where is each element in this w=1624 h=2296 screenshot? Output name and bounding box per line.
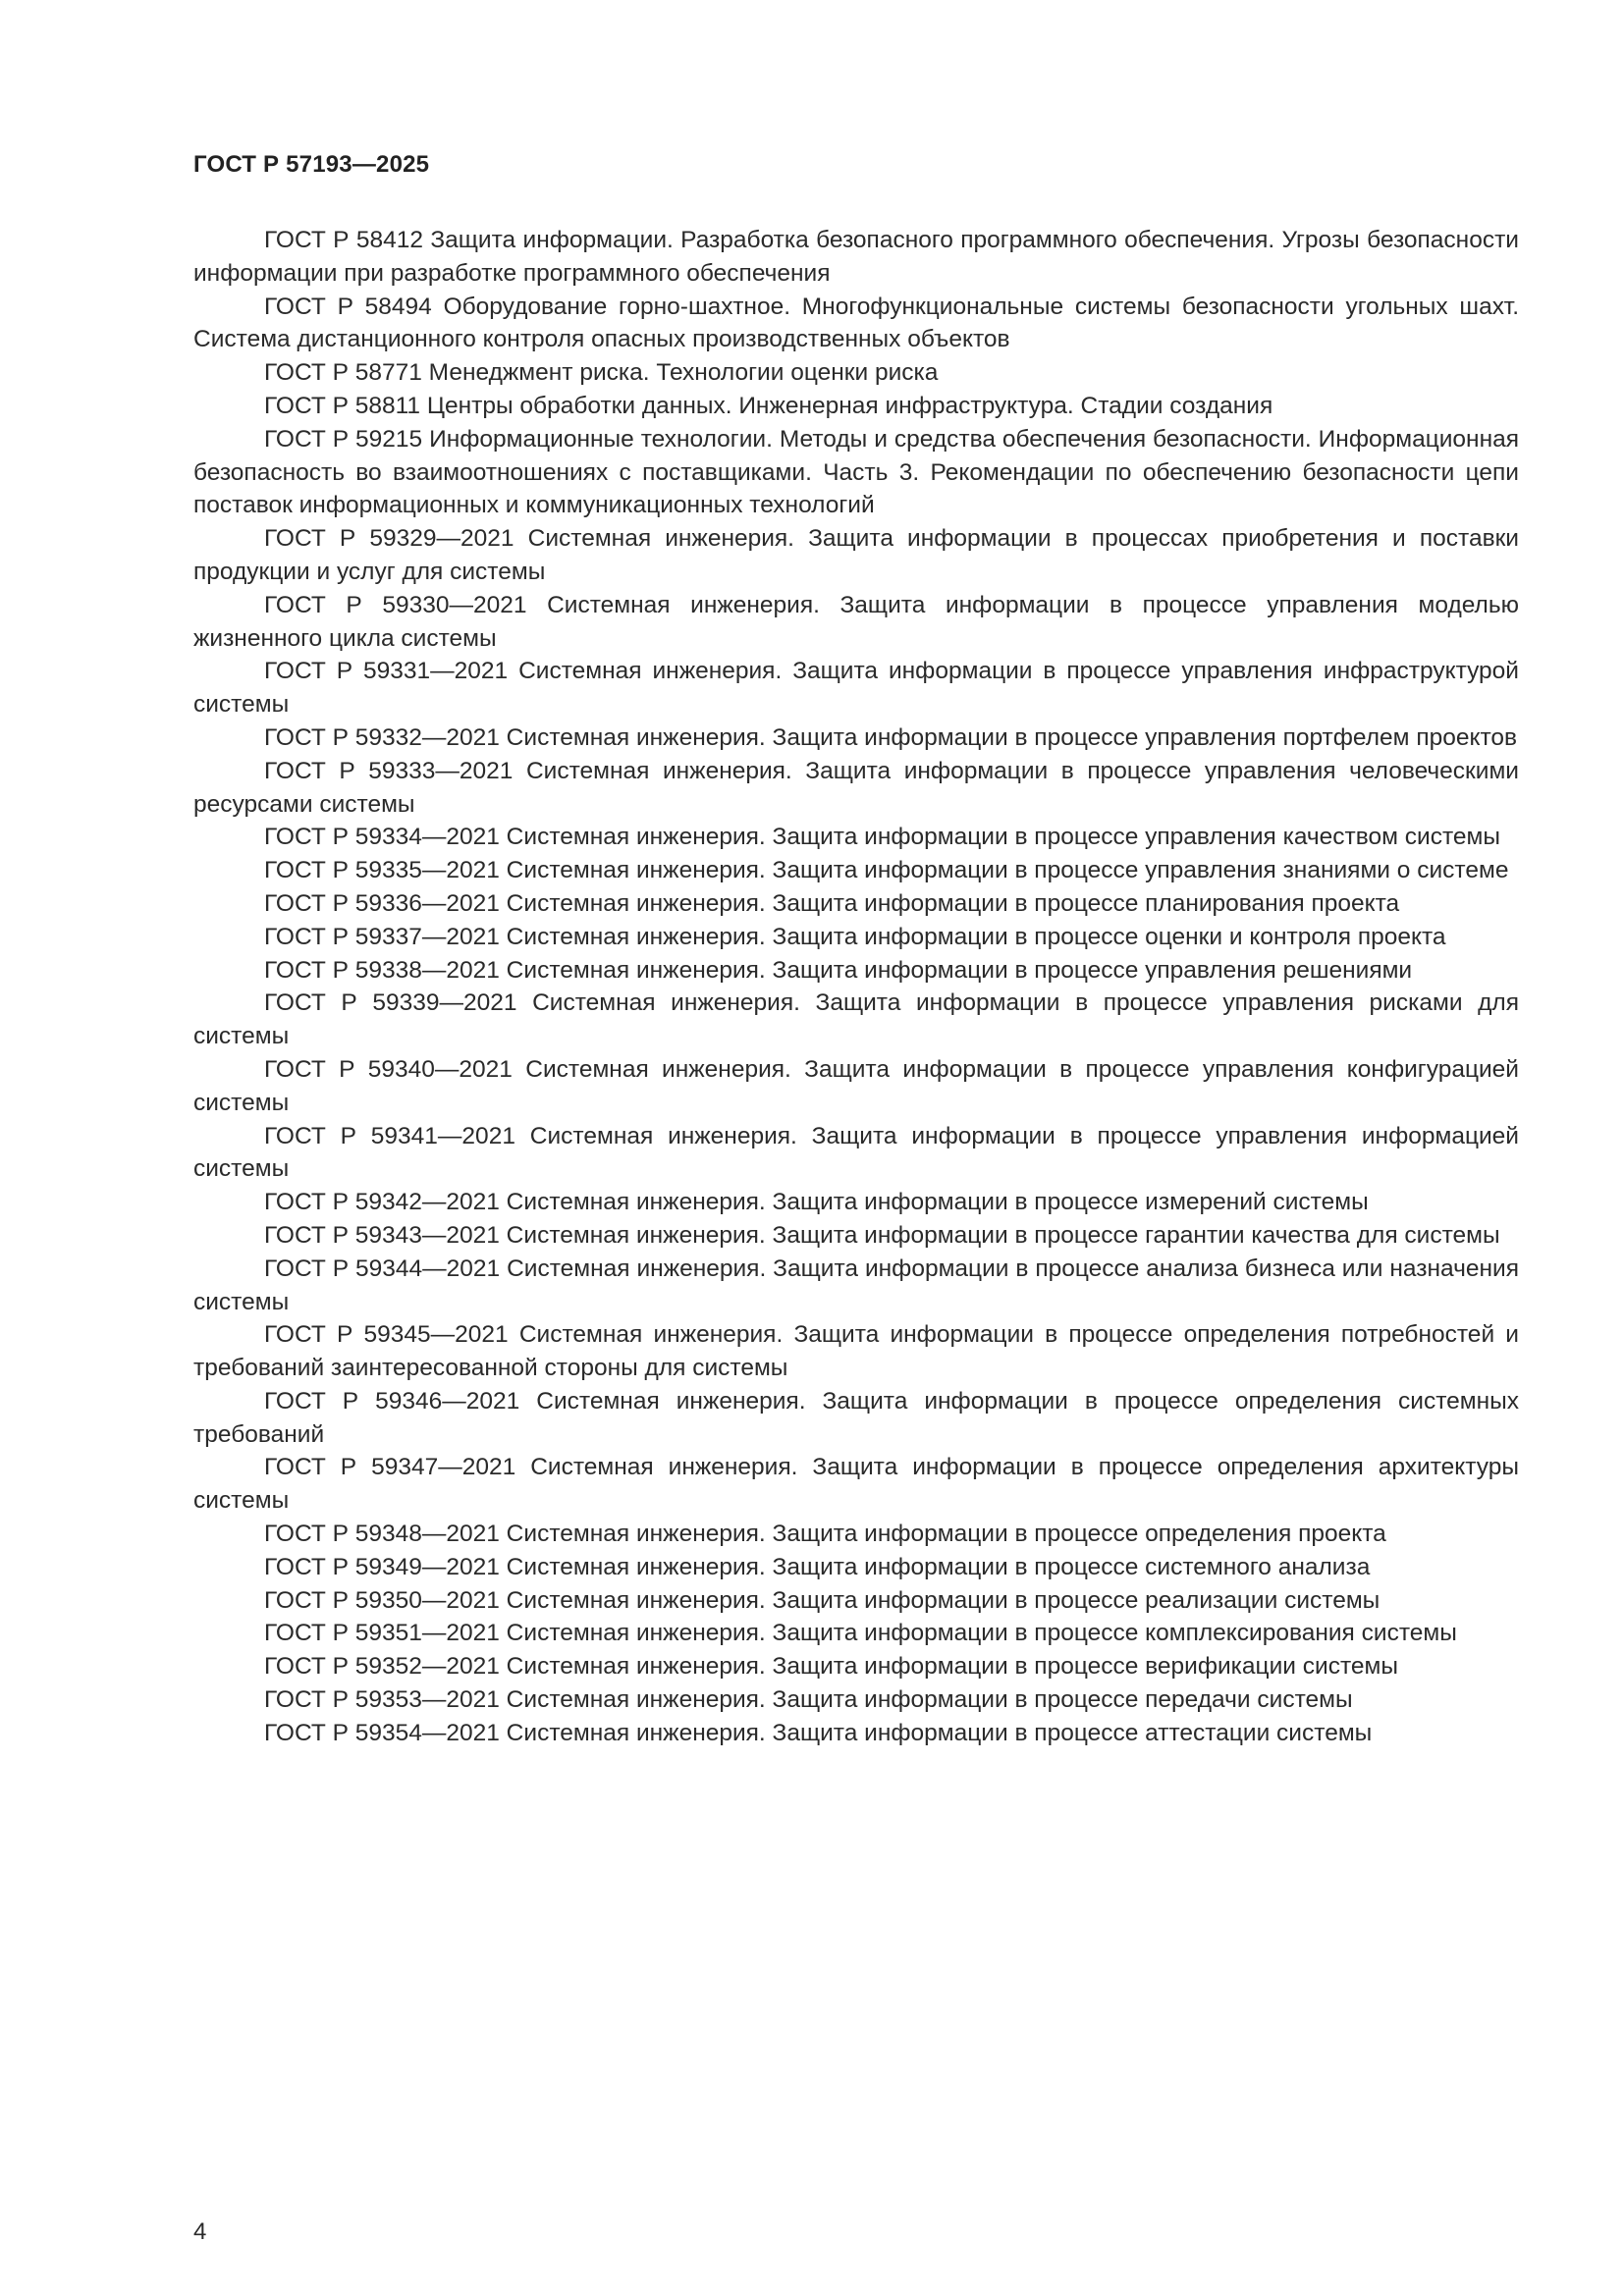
- reference-entry: ГОСТ Р 58811 Центры обработки данных. Инженерная инфраструктура. Стадии создания: [264, 392, 1273, 419]
- reference-entry: ГОСТ Р 59329—2021 Системная инженерия. Защита информации в процессах приобретения и поставки продукции и услуг для системы: [193, 525, 1519, 585]
- reference-entry: ГОСТ Р 59352—2021 Системная инженерия. Защита информации в процессе верификации системы: [264, 1653, 1398, 1681]
- reference-entry: ГОСТ Р 59342—2021 Системная инженерия. Защита информации в процессе измерений системы: [264, 1189, 1369, 1216]
- reference-entry: ГОСТ Р 59347—2021 Системная инженерия. Защита информации в процессе определения архитектуры системы: [193, 1454, 1519, 1515]
- reference-entry: ГОСТ Р 59340—2021 Системная инженерия. Защита информации в процессе управления конфигурацией системы: [193, 1055, 1519, 1116]
- reference-entry: ГОСТ Р 59350—2021 Системная инженерия. Защита информации в процессе реализации системы: [264, 1586, 1380, 1614]
- reference-entry: ГОСТ Р 59337—2021 Системная инженерия. Защита информации в процессе оценки и контроля проекта: [264, 923, 1446, 950]
- reference-entry: ГОСТ Р 59345—2021 Системная инженерия. Защита информации в процессе определения потребностей и требований заинтересованной стороны для системы: [193, 1321, 1519, 1382]
- reference-entry: ГОСТ Р 59333—2021 Системная инженерия. Защита информации в процессе управления человеческими ресурсами системы: [193, 757, 1519, 818]
- normative-references-list: [193, 224, 1519, 1750]
- reference-entry: ГОСТ Р 58412 Защита информации. Разработка безопасного программного обеспечения. Угрозы безопасности информации при разработке программного обеспечения: [193, 227, 1519, 287]
- reference-entry: ГОСТ Р 59215 Информационные технологии. Методы и средства обеспечения безопасности. Информационная безопасность во взаимоотношениях с поставщиками. Часть 3. Рекомендации по обеспечению безопасности цепи поставок информационных и коммуникационных технологий: [193, 425, 1519, 519]
- reference-entry: ГОСТ Р 59339—2021 Системная инженерия. Защита информации в процессе управления рисками для системы: [193, 989, 1519, 1050]
- reference-entry: ГОСТ Р 59343—2021 Системная инженерия. Защита информации в процессе гарантии качества для системы: [264, 1221, 1500, 1249]
- reference-entry: ГОСТ Р 59346—2021 Системная инженерия. Защита информации в процессе определения системных требований: [193, 1387, 1519, 1448]
- reference-entry: ГОСТ Р 59335—2021 Системная инженерия. Защита информации в процессе управления знаниями о системе: [264, 857, 1509, 884]
- reference-entry: ГОСТ Р 59330—2021 Системная инженерия. Защита информации в процессе управления моделью жизненного цикла системы: [193, 591, 1519, 652]
- reference-entry: ГОСТ Р 59348—2021 Системная инженерия. Защита информации в процессе определения проекта: [264, 1521, 1386, 1548]
- reference-entry: ГОСТ Р 59354—2021 Системная инженерия. Защита информации в процессе аттестации системы: [264, 1719, 1373, 1746]
- reference-entry: ГОСТ Р 59338—2021 Системная инженерия. Защита информации в процессе управления решениями: [264, 956, 1413, 984]
- reference-entry: ГОСТ Р 58494 Оборудование горно-шахтное. Многофункциональные системы безопасности угольных шахт. Система дистанционного контроля опасных производственных объектов: [193, 293, 1519, 353]
- reference-entry: ГОСТ Р 59331—2021 Системная инженерия. Защита информации в процессе управления инфраструктурой системы: [193, 658, 1519, 719]
- reference-entry: ГОСТ Р 59341—2021 Системная инженерия. Защита информации в процессе управления информацией системы: [193, 1122, 1519, 1183]
- page-number: 4: [193, 2218, 207, 2245]
- reference-entry: ГОСТ Р 59353—2021 Системная инженерия. Защита информации в процессе передачи системы: [264, 1686, 1353, 1714]
- page-header-standard-code: ГОСТ Р 57193—2025: [193, 151, 430, 178]
- reference-entry: ГОСТ Р 59332—2021 Системная инженерия. Защита информации в процессе управления портфелем проектов: [264, 723, 1518, 751]
- reference-entry: ГОСТ Р 59336—2021 Системная инженерия. Защита информации в процессе планирования проекта: [264, 889, 1400, 917]
- reference-entry: ГОСТ Р 59349—2021 Системная инженерия. Защита информации в процессе системного анализа: [264, 1553, 1371, 1580]
- reference-entry: ГОСТ Р 58771 Менеджмент риска. Технологии оценки риска: [264, 359, 939, 387]
- reference-entry: ГОСТ Р 59344—2021 Системная инженерия. Защита информации в процессе анализа бизнеса или назначения системы: [193, 1255, 1519, 1315]
- reference-entry: ГОСТ Р 59351—2021 Системная инженерия. Защита информации в процессе комплексирования системы: [264, 1620, 1457, 1647]
- reference-entry: ГОСТ Р 59334—2021 Системная инженерия. Защита информации в процессе управления качеством системы: [264, 824, 1501, 851]
